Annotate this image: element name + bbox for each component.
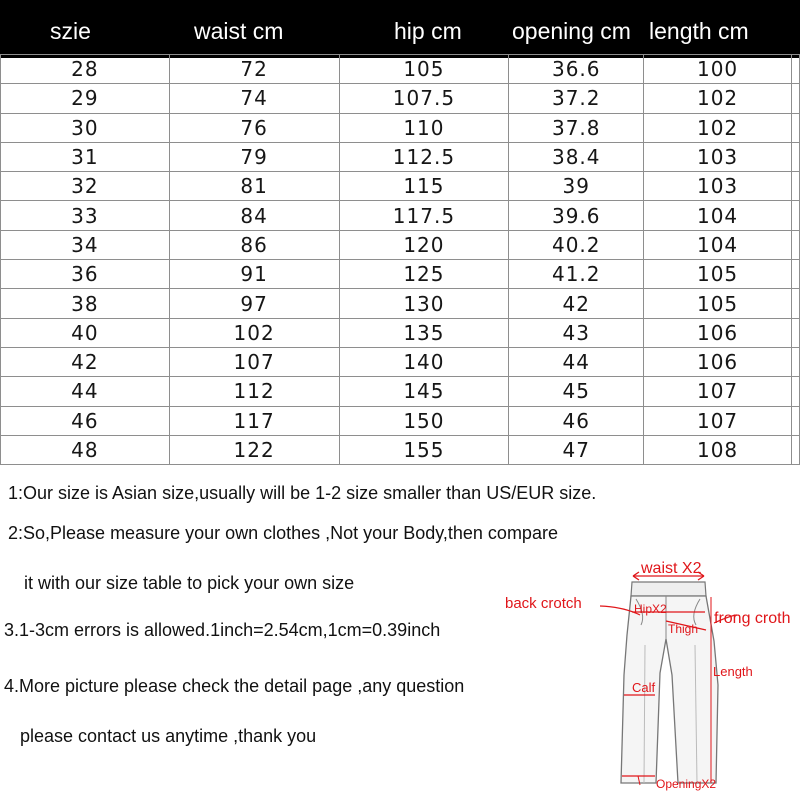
cell-hip: 155 bbox=[339, 435, 509, 464]
cell-waist: 102 bbox=[169, 318, 339, 347]
cell-length: 105 bbox=[644, 260, 792, 289]
cell-opening: 42 bbox=[509, 289, 644, 318]
cell-waist: 91 bbox=[169, 260, 339, 289]
cell-length: 106 bbox=[644, 347, 792, 376]
header-waist: waist cm bbox=[194, 18, 284, 44]
cell-hip: 140 bbox=[339, 347, 509, 376]
table-edge-cell bbox=[791, 406, 799, 435]
cell-opening: 40.2 bbox=[509, 230, 644, 259]
cell-opening: 37.2 bbox=[509, 84, 644, 113]
table-row bbox=[1, 406, 800, 435]
cell-size: 28 bbox=[1, 55, 170, 84]
cell-size: 42 bbox=[1, 347, 170, 376]
table-row bbox=[1, 377, 800, 406]
cell-waist: 79 bbox=[169, 142, 339, 171]
table-row bbox=[1, 260, 800, 289]
cell-length: 102 bbox=[644, 113, 792, 142]
label-length: Length bbox=[713, 664, 753, 679]
table-row bbox=[1, 347, 800, 376]
cell-waist: 112 bbox=[169, 377, 339, 406]
cell-waist: 107 bbox=[169, 347, 339, 376]
cell-size: 32 bbox=[1, 172, 170, 201]
cell-opening: 36.6 bbox=[509, 55, 644, 84]
table-row bbox=[1, 84, 800, 113]
cell-waist: 81 bbox=[169, 172, 339, 201]
cell-hip: 110 bbox=[339, 113, 509, 142]
cell-size: 48 bbox=[1, 435, 170, 464]
cell-size: 30 bbox=[1, 113, 170, 142]
pants-measurement-diagram bbox=[500, 555, 800, 800]
cell-hip: 115 bbox=[339, 172, 509, 201]
cell-hip: 117.5 bbox=[339, 201, 509, 230]
table-edge-cell bbox=[791, 84, 799, 113]
cell-waist: 84 bbox=[169, 201, 339, 230]
cell-length: 107 bbox=[644, 406, 792, 435]
cell-hip: 145 bbox=[339, 377, 509, 406]
cell-opening: 39.6 bbox=[509, 201, 644, 230]
cell-size: 46 bbox=[1, 406, 170, 435]
cell-length: 103 bbox=[644, 142, 792, 171]
cell-opening: 38.4 bbox=[509, 142, 644, 171]
cell-size: 38 bbox=[1, 289, 170, 318]
table-row bbox=[1, 142, 800, 171]
note-2: 2:So,Please measure your own clothes ,Not your Body,then compare bbox=[8, 523, 558, 543]
cell-waist: 74 bbox=[169, 84, 339, 113]
cell-opening: 43 bbox=[509, 318, 644, 347]
table-row bbox=[1, 318, 800, 347]
cell-opening: 47 bbox=[509, 435, 644, 464]
cell-waist: 117 bbox=[169, 406, 339, 435]
cell-hip: 135 bbox=[339, 318, 509, 347]
size-table-body bbox=[1, 55, 800, 465]
cell-hip: 107.5 bbox=[339, 84, 509, 113]
cell-opening: 44 bbox=[509, 347, 644, 376]
table-edge-cell bbox=[791, 347, 799, 376]
cell-length: 102 bbox=[644, 84, 792, 113]
label-thigh: Thigh bbox=[668, 622, 699, 636]
header-hip: hip cm bbox=[394, 18, 462, 44]
cell-waist: 72 bbox=[169, 55, 339, 84]
cell-waist: 122 bbox=[169, 435, 339, 464]
label-front-crotch: frong croth bbox=[714, 610, 791, 627]
cell-size: 33 bbox=[1, 201, 170, 230]
table-edge-cell bbox=[791, 289, 799, 318]
table-row bbox=[1, 435, 800, 464]
table-edge-cell bbox=[791, 113, 799, 142]
label-back-crotch: back crotch bbox=[505, 595, 582, 612]
size-table bbox=[0, 54, 800, 465]
table-row bbox=[1, 289, 800, 318]
header-size: szie bbox=[50, 18, 91, 44]
cell-waist: 86 bbox=[169, 230, 339, 259]
cell-size: 29 bbox=[1, 84, 170, 113]
cell-length: 105 bbox=[644, 289, 792, 318]
label-calf: Calf bbox=[632, 680, 656, 695]
table-edge-cell bbox=[791, 172, 799, 201]
cell-waist: 97 bbox=[169, 289, 339, 318]
cell-length: 103 bbox=[644, 172, 792, 201]
note-2-continued: it with our size table to pick your own size bbox=[24, 573, 355, 593]
table-row bbox=[1, 113, 800, 142]
cell-hip: 105 bbox=[339, 55, 509, 84]
table-edge-cell bbox=[791, 201, 799, 230]
cell-opening: 45 bbox=[509, 377, 644, 406]
table-edge-cell bbox=[791, 435, 799, 464]
cell-length: 107 bbox=[644, 377, 792, 406]
cell-hip: 130 bbox=[339, 289, 509, 318]
cell-hip: 112.5 bbox=[339, 142, 509, 171]
cell-opening: 37.8 bbox=[509, 113, 644, 142]
pants-outline bbox=[500, 555, 800, 800]
cell-length: 104 bbox=[644, 201, 792, 230]
table-row bbox=[1, 230, 800, 259]
table-edge-cell bbox=[791, 260, 799, 289]
table-edge-cell bbox=[791, 230, 799, 259]
table-edge-cell bbox=[791, 142, 799, 171]
cell-size: 34 bbox=[1, 230, 170, 259]
cell-length: 106 bbox=[644, 318, 792, 347]
label-opening: OpeningX2 bbox=[656, 777, 717, 791]
cell-waist: 76 bbox=[169, 113, 339, 142]
cell-size: 36 bbox=[1, 260, 170, 289]
cell-hip: 125 bbox=[339, 260, 509, 289]
note-4-continued: please contact us anytime ,thank you bbox=[20, 726, 317, 746]
table-row bbox=[1, 172, 800, 201]
note-3: 3.1-3cm errors is allowed.1inch=2.54cm,1cm=0.39inch bbox=[4, 620, 441, 640]
table-edge-cell bbox=[791, 55, 799, 84]
table-edge-cell bbox=[791, 377, 799, 406]
cell-size: 31 bbox=[1, 142, 170, 171]
cell-opening: 41.2 bbox=[509, 260, 644, 289]
table-header bbox=[0, 0, 800, 58]
header-length: length cm bbox=[649, 18, 749, 44]
cell-opening: 39 bbox=[509, 172, 644, 201]
label-hip: HipX2 bbox=[634, 602, 667, 616]
note-4: 4.More picture please check the detail page ,any question bbox=[4, 676, 465, 696]
cell-length: 104 bbox=[644, 230, 792, 259]
table-row bbox=[1, 55, 800, 84]
note-1: 1:Our size is Asian size,usually will be 1-2 size smaller than US/EUR size. bbox=[8, 483, 597, 503]
cell-hip: 150 bbox=[339, 406, 509, 435]
cell-size: 44 bbox=[1, 377, 170, 406]
cell-size: 40 bbox=[1, 318, 170, 347]
header-opening: opening cm bbox=[512, 18, 631, 44]
table-edge-cell bbox=[791, 318, 799, 347]
cell-length: 100 bbox=[644, 55, 792, 84]
cell-hip: 120 bbox=[339, 230, 509, 259]
label-waist: waist X2 bbox=[641, 560, 702, 577]
cell-opening: 46 bbox=[509, 406, 644, 435]
table-row bbox=[1, 201, 800, 230]
cell-length: 108 bbox=[644, 435, 792, 464]
